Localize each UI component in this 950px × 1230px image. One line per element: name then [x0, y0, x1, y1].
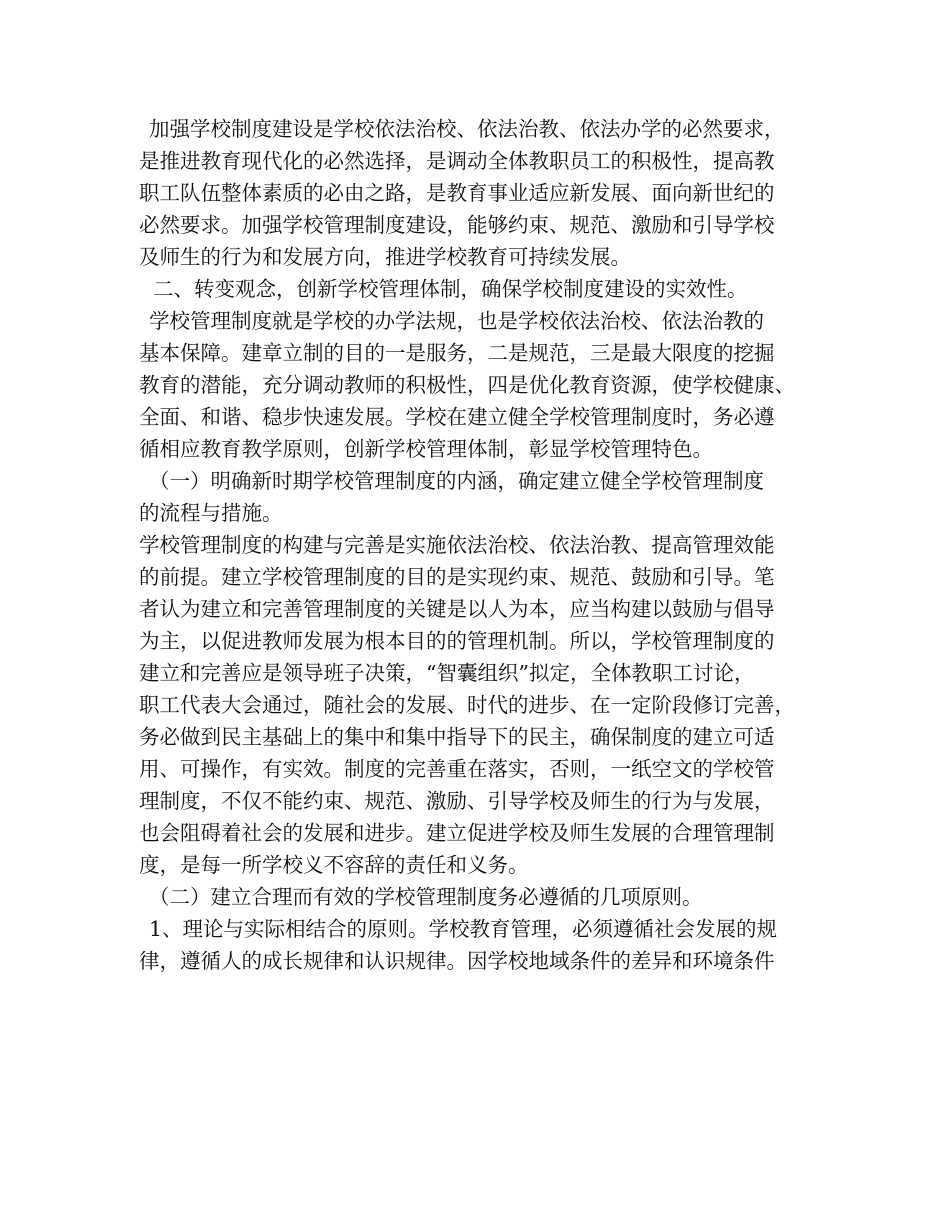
text-line: 的流程与措施。: [139, 501, 283, 525]
text-line: 也会阻碍着社会的发展和进步。建立促进学校及师生发展的合理管理制: [139, 821, 775, 845]
section-heading: 二、转变观念，创新学校管理体制，确保学校制度建设的实效性。: [153, 277, 748, 301]
text-line: 职工队伍整体素质的必由之路，是教育事业适应新发展、面向新世纪的: [139, 181, 775, 205]
text-line: 学校管理制度的构建与完善是实施依法治校、依法治教、提高管理效能: [139, 533, 775, 557]
text-line: 学校管理制度就是学校的办学法规，也是学校依法治校、依法治教的: [149, 309, 764, 333]
text-line: 基本保障。建章立制的目的一是服务，二是规范，三是最大限度的挖掘: [139, 341, 775, 365]
text-line: 者认为建立和完善管理制度的关键是以人为本，应当构建以鼓励与倡导: [139, 597, 775, 621]
text-line: 务必做到民主基础上的集中和集中指导下的民主，确保制度的建立可适: [139, 725, 775, 749]
text-line: 是推进教育现代化的必然选择，是调动全体教职员工的积极性，提高教: [139, 149, 775, 173]
text-line: 建立和完善应是领导班子决策，“智囊组织”拟定，全体教职工讨论，: [139, 661, 755, 685]
text-line: 教育的潜能，充分调动教师的积极性，四是优化教育资源，使学校健康、: [139, 373, 795, 397]
text-line: 1、理论与实际相结合的原则。学校教育管理，必须遵循社会发展的规: [149, 917, 778, 941]
subsection-heading: （一）明确新时期学校管理制度的内涵，确定建立健全学校管理制度: [149, 469, 764, 493]
text-line: 及师生的行为和发展方向，推进学校教育可持续发展。: [139, 245, 631, 269]
text-line: 为主，以促进教师发展为根本目的的管理机制。所以，学校管理制度的: [139, 629, 775, 653]
text-line: 的前提。建立学校管理制度的目的是实现约束、规范、鼓励和引导。笔: [139, 565, 775, 589]
text-line: 必然要求。加强学校管理制度建设，能够约束、规范、激励和引导学校: [139, 213, 775, 237]
text-line: 度，是每一所学校义不容辞的责任和义务。: [139, 853, 529, 877]
subsection-heading: （二）建立合理而有效的学校管理制度务必遵循的几项原则。: [149, 885, 703, 909]
text-line: 理制度，不仅不能约束、规范、激励、引导学校及师生的行为与发展，: [139, 789, 775, 813]
document-body: [139, 113, 829, 977]
text-line: 用、可操作，有实效。制度的完善重在落实，否则，一纸空文的学校管: [139, 757, 775, 781]
text-line: 加强学校制度建设是学校依法治校、依法治教、依法办学的必然要求，: [149, 117, 785, 141]
text-line: 循相应教育教学原则，创新学校管理体制，彰显学校管理特色。: [139, 437, 713, 461]
text-line: 职工代表大会通过，随社会的发展、时代的进步、在一定阶段修订完善，: [139, 693, 795, 717]
text-line: 全面、和谐、稳步快速发展。学校在建立健全学校管理制度时，务必遵: [139, 405, 775, 429]
text-line: 律，遵循人的成长规律和认识规律。因学校地域条件的差异和环境条件: [139, 949, 775, 973]
